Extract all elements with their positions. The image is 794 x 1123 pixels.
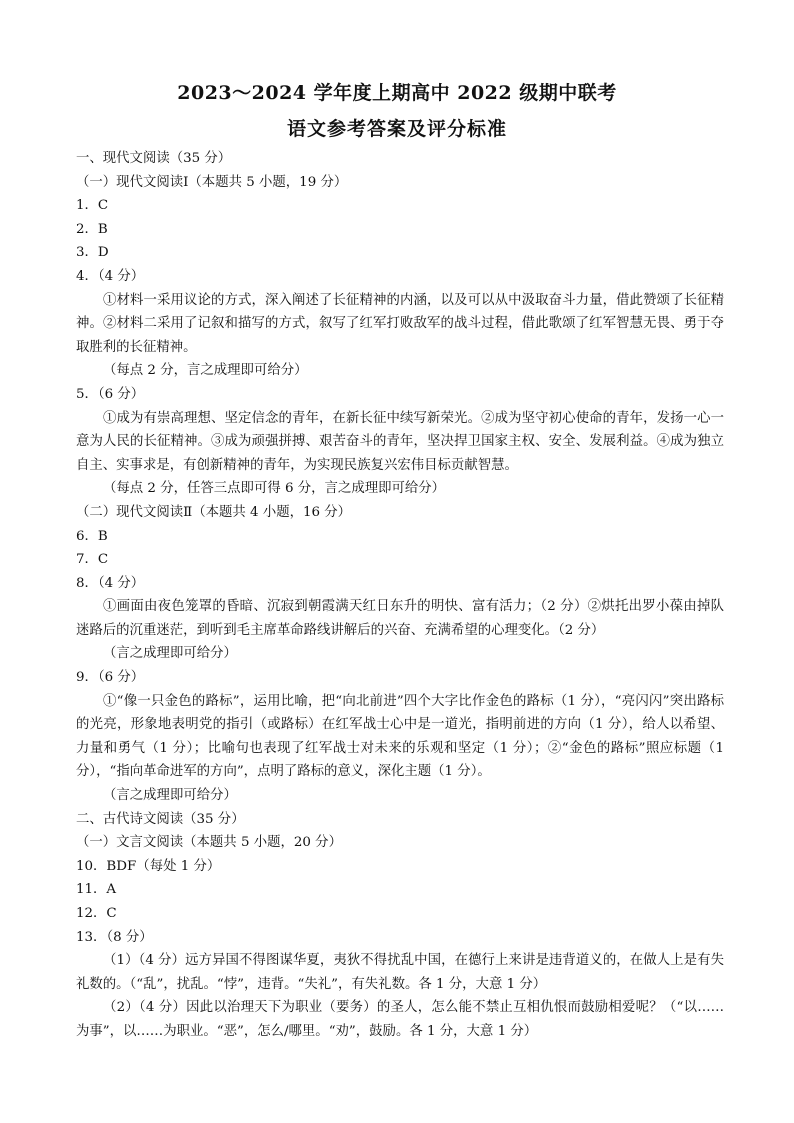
document-subtitle: 语文参考答案及评分标准 — [286, 118, 507, 140]
answer-item: 12．C — [76, 906, 117, 921]
answer-item: 1．C — [76, 198, 109, 214]
answer-item: 5．（6 分） — [76, 386, 145, 402]
subsection-heading: （一）现代文阅读Ⅰ（本题共 5 小题，19 分） — [76, 174, 348, 190]
scoring-note: （每点 2 分，言之成理即可给分） — [103, 363, 308, 379]
answer-content — [76, 147, 724, 1044]
answer-paragraph: ①画面由夜色笼罩的昏暗、沉寂到朝霞满天红日东升的明快、富有活力；（2 分）②烘托出罗小葆由掉队迷路后的沉重迷茫，到听到毛主席革命路线讲解后的兴奋、充满希望的心理变化。（2 分） — [76, 599, 724, 638]
document-title: 2023～2024 学年度上期高中 2022 级期中联考 — [177, 82, 617, 104]
answer-item: 6．B — [76, 528, 108, 544]
answer-item: 10．BDF（每处 1 分） — [76, 858, 221, 874]
answer-item: 4．（4 分） — [76, 268, 145, 284]
section-heading: 一、现代文阅读（35 分） — [76, 151, 232, 166]
scoring-note: （言之成理即可给分） — [103, 788, 237, 804]
answer-item: 7．C — [76, 552, 109, 568]
answer-item: 8．（4 分） — [76, 575, 145, 591]
subsection-heading: （一）文言文阅读（本题共 5 小题，20 分） — [76, 835, 342, 851]
answer-paragraph: （1）（4 分）远方异国不得图谋华夏，夷狄不得扰乱中国，在德行上来讲是违背道义的，在做人上是有失礼数的。（“乱”，扰乱。“悖”，违背。“失礼”，有失礼数。各 1 分，大意 1 分） — [76, 953, 724, 992]
answer-item: 2．B — [76, 221, 108, 237]
section-heading: 二、古代诗文阅读（35 分） — [76, 811, 245, 827]
scoring-note: （言之成理即可给分） — [103, 646, 237, 662]
answer-item: 13．（8 分） — [76, 929, 153, 945]
answer-item: 9．（6 分） — [76, 670, 145, 686]
answer-item: 11．A — [76, 882, 117, 898]
subsection-heading: （二）现代文阅读Ⅱ（本题共 4 小题，16 分） — [76, 504, 352, 520]
answer-paragraph: ①“像一只金色的路标”，运用比喻，把“向北前进”四个大字比作金色的路标（1 分），“亮闪闪”突出路标的光亮，形象地表明党的指引（或路标）在红军战士心中是一道光，指明前进的方向（1 分），给人以希望、力量和勇气（1 分）；比喻句也表现了红军战士对未来的乐观和坚定（1 分）；②“金色的路标”照应标题（1 分），“指向革命进军的方向”，点明了路标的意义，深化主题（1 分）。 — [76, 693, 724, 780]
answer-item: 3．D — [76, 245, 109, 261]
answer-paragraph: ①成为有崇高理想、坚定信念的青年，在新长征中续写新荣光。②成为坚守初心使命的青年，发扬一心一意为人民的长征精神。③成为顽强拼搏、艰苦奋斗的青年，坚决捍卫国家主权、安全、发展利益。④成为独立自主、实事求是，有创新精神的青年，为实现民族复兴宏伟目标贡献智慧。 — [76, 410, 724, 473]
answer-paragraph: ①材料一采用议论的方式，深入阐述了长征精神的内涵，以及可以从中汲取奋斗力量，借此赞颂了长征精神。②材料二采用了记叙和描写的方式，叙写了红军打败敌军的战斗过程，借此歌颂了红军智慧无畏、勇于夺取胜利的长征精神。 — [76, 292, 724, 355]
answer-paragraph: （2）（4 分）因此以治理天下为职业（要务）的圣人，怎么能不禁止互相仇恨而鼓励相爱呢？（“以……为事”，以……为职业。“恶”，怎么/哪里。“劝”，鼓励。各 1 分，大意 1 分） — [76, 1000, 724, 1039]
scoring-note: （每点 2 分，任答三点即可得 6 分，言之成理即可给分） — [103, 481, 446, 497]
